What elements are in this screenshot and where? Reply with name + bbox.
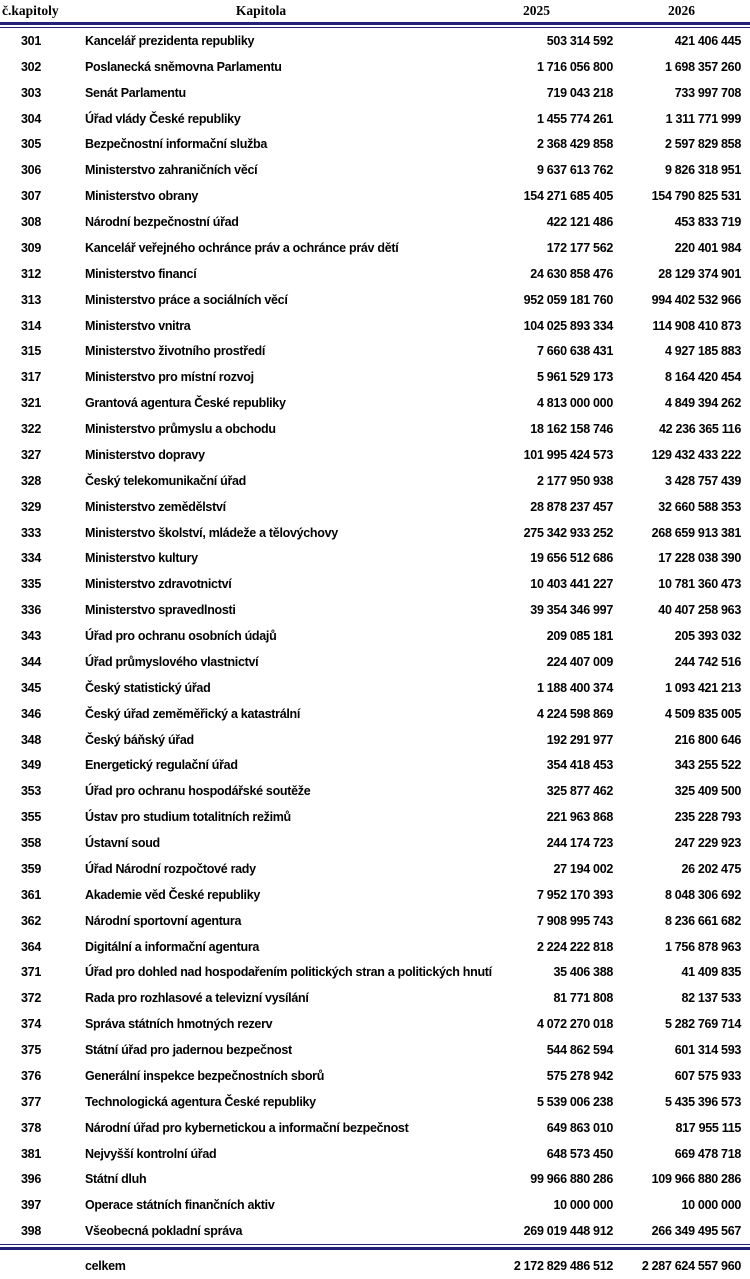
value-2025: 101 995 424 573 <box>523 447 613 462</box>
value-2026: 244 742 516 <box>674 654 741 669</box>
value-2025: 10 000 000 <box>553 1198 613 1213</box>
chapter-name: Ministerstvo pro místní rozvoj <box>85 370 254 385</box>
value-2025: 2 368 429 858 <box>536 137 613 152</box>
chapter-name: Ministerstvo financí <box>85 266 197 281</box>
chapter-name: Český statistický úřad <box>85 680 211 695</box>
chapter-number: 333 <box>21 525 41 540</box>
value-2026: 669 478 718 <box>674 1146 741 1161</box>
chapter-number: 335 <box>21 577 41 592</box>
table-row <box>0 520 750 546</box>
chapter-number: 372 <box>21 991 41 1006</box>
chapter-number: 398 <box>21 1224 41 1239</box>
value-2025: 649 863 010 <box>546 1120 613 1135</box>
chapter-number: 344 <box>21 654 41 669</box>
chapter-name: Ministerstvo zahraničních věcí <box>85 163 258 178</box>
table-row <box>0 416 750 442</box>
table-row <box>0 934 750 960</box>
value-2025: 1 188 400 374 <box>536 680 613 695</box>
chapter-name: Akademie věd České republiky <box>85 887 261 902</box>
table-row <box>0 390 750 416</box>
table-row <box>0 1011 750 1037</box>
chapter-name: Správa státních hmotných rezerv <box>85 1017 273 1032</box>
chapter-number: 309 <box>21 240 41 255</box>
value-2025: 4 224 598 869 <box>536 706 613 721</box>
table-row <box>0 571 750 597</box>
chapter-name: Úřad pro ochranu osobních údajů <box>85 629 277 644</box>
chapter-number: 327 <box>21 447 41 462</box>
value-2026: 205 393 032 <box>674 629 741 644</box>
value-2025: 4 813 000 000 <box>536 396 613 411</box>
table-row <box>0 1063 750 1089</box>
value-2025: 81 771 808 <box>553 991 613 1006</box>
chapter-number: 301 <box>21 33 41 48</box>
chapter-name: Státní dluh <box>85 1172 147 1187</box>
chapter-name: Ministerstvo práce a sociálních věcí <box>85 292 288 307</box>
chapter-name: Ústav pro studium totalitních režimů <box>85 810 291 825</box>
chapter-number: 308 <box>21 215 41 230</box>
chapter-name: Český báňský úřad <box>85 732 194 747</box>
value-2025: 275 342 933 252 <box>523 525 613 540</box>
table-row <box>0 157 750 183</box>
chapter-number: 328 <box>21 473 41 488</box>
table-row <box>0 1037 750 1063</box>
value-2025: 18 162 158 746 <box>530 422 613 437</box>
table-row <box>0 468 750 494</box>
chapter-number: 314 <box>21 318 41 333</box>
chapter-name: Kancelář veřejného ochránce práv a ochránce práv dětí <box>85 240 399 255</box>
chapter-name: Ministerstvo zemědělství <box>85 499 226 514</box>
value-2025: 104 025 893 334 <box>523 318 613 333</box>
table-row <box>0 830 750 856</box>
chapter-number: 374 <box>21 1017 41 1032</box>
chapter-number: 306 <box>21 163 41 178</box>
value-2025: 4 072 270 018 <box>536 1017 613 1032</box>
chapter-number: 349 <box>21 758 41 773</box>
chapter-name: Senát Parlamentu <box>85 85 186 100</box>
chapter-number: 397 <box>21 1198 41 1213</box>
value-2026: 8 164 420 454 <box>664 370 741 385</box>
chapter-name: Nejvyšší kontrolní úřad <box>85 1146 217 1161</box>
chapter-number: 396 <box>21 1172 41 1187</box>
chapter-number: 348 <box>21 732 41 747</box>
table-row <box>0 261 750 287</box>
value-2025: 28 878 237 457 <box>530 499 613 514</box>
value-2026: 247 229 923 <box>674 836 741 851</box>
value-2025: 325 877 462 <box>546 784 613 799</box>
value-2026: 5 282 769 714 <box>664 1017 741 1032</box>
chapter-number: 305 <box>21 137 41 152</box>
table-row <box>0 339 750 365</box>
header-chapter-number: č.kapitoly <box>2 3 59 18</box>
value-2026: 109 966 880 286 <box>651 1172 741 1187</box>
table-row <box>0 80 750 106</box>
chapter-name: Generální inspekce bezpečnostních sborů <box>85 1068 325 1083</box>
chapter-number: 381 <box>21 1146 41 1161</box>
value-2026: 1 756 878 963 <box>664 939 741 954</box>
value-2025: 24 630 858 476 <box>530 266 613 281</box>
chapter-name: Technologická agentura České republiky <box>85 1094 316 1109</box>
total-label: celkem <box>85 1259 126 1274</box>
table-row <box>0 727 750 753</box>
table-row <box>0 985 750 1011</box>
value-2026: 32 660 588 353 <box>658 499 741 514</box>
value-2026: 994 402 532 966 <box>651 292 741 307</box>
table-row <box>0 313 750 339</box>
value-2025: 7 908 995 743 <box>536 913 613 928</box>
value-2026: 3 428 757 439 <box>664 473 741 488</box>
value-2025: 7 952 170 393 <box>536 887 613 902</box>
chapter-number: 378 <box>21 1120 41 1135</box>
chapter-number: 353 <box>21 784 41 799</box>
chapter-name: Úřad vlády České republiky <box>85 111 241 126</box>
table-row <box>0 442 750 468</box>
value-2026: 2 597 829 858 <box>664 137 741 152</box>
header-chapter-name: Kapitola <box>235 3 287 18</box>
table-row <box>0 132 750 158</box>
chapter-name: Ministerstvo životního prostředí <box>85 344 265 359</box>
chapter-number: 313 <box>21 292 41 307</box>
rule-thick-line <box>0 1247 750 1250</box>
header-year-2025: 2025 <box>523 3 550 18</box>
value-2025: 2 224 222 818 <box>536 939 613 954</box>
table-row <box>0 675 750 701</box>
value-2026: 216 800 646 <box>674 732 741 747</box>
table-row <box>0 546 750 572</box>
chapter-number: 321 <box>21 396 41 411</box>
value-2025: 422 121 486 <box>546 215 613 230</box>
value-2026: 41 409 835 <box>681 965 741 980</box>
chapter-number: 312 <box>21 266 41 281</box>
chapter-name: Ministerstvo školství, mládeže a tělovýchovy <box>85 525 338 540</box>
chapter-number: 375 <box>21 1043 41 1058</box>
chapter-number: 334 <box>21 551 41 566</box>
chapter-number: 315 <box>21 344 41 359</box>
chapter-number: 362 <box>21 913 41 928</box>
value-2026: 601 314 593 <box>674 1043 741 1058</box>
value-2025: 1 455 774 261 <box>536 111 613 126</box>
chapter-name: Energetický regulační úřad <box>85 758 238 773</box>
value-2026: 268 659 913 381 <box>651 525 741 540</box>
table-row <box>0 1115 750 1141</box>
value-2025: 648 573 450 <box>546 1146 613 1161</box>
value-2025: 9 637 613 762 <box>536 163 613 178</box>
total-value-2026: 2 287 624 557 960 <box>641 1259 741 1274</box>
value-2025: 99 966 880 286 <box>530 1172 613 1187</box>
chapter-number: 346 <box>21 706 41 721</box>
chapter-number: 361 <box>21 887 41 902</box>
chapter-name: Bezpečnostní informační služba <box>85 137 268 152</box>
table-row <box>0 494 750 520</box>
chapter-name: Ministerstvo kultury <box>85 551 198 566</box>
value-2025: 5 539 006 238 <box>536 1094 613 1109</box>
value-2025: 503 314 592 <box>546 33 613 48</box>
value-2026: 26 202 475 <box>681 861 741 876</box>
chapter-name: Digitální a informační agentura <box>85 939 260 954</box>
value-2025: 27 194 002 <box>553 861 613 876</box>
table-row <box>0 1089 750 1115</box>
table-row <box>0 623 750 649</box>
chapter-number: 336 <box>21 603 41 618</box>
table-row <box>0 28 750 54</box>
table-row <box>0 908 750 934</box>
value-2025: 221 963 868 <box>546 810 613 825</box>
value-2026: 114 908 410 873 <box>652 318 741 333</box>
chapter-number: 317 <box>21 370 41 385</box>
value-2025: 1 716 056 800 <box>536 59 613 74</box>
table-row <box>0 597 750 623</box>
value-2026: 1 311 771 999 <box>665 111 741 126</box>
chapter-name: Poslanecká sněmovna Parlamentu <box>85 59 282 74</box>
value-2025: 35 406 388 <box>553 965 613 980</box>
chapter-number: 307 <box>21 189 41 204</box>
value-2026: 154 790 825 531 <box>651 189 741 204</box>
value-2025: 5 961 529 173 <box>536 370 613 385</box>
table-row <box>0 364 750 390</box>
value-2026: 10 781 360 473 <box>658 577 741 592</box>
chapter-name: Operace státních finančních aktiv <box>85 1198 275 1213</box>
table-row <box>0 54 750 80</box>
table-row <box>0 649 750 675</box>
table-row <box>0 1141 750 1167</box>
total-double-rule <box>0 1244 750 1250</box>
value-2026: 733 997 708 <box>674 85 741 100</box>
table-row <box>0 287 750 313</box>
value-2025: 952 059 181 760 <box>523 292 613 307</box>
chapter-name: Český úřad zeměměřický a katastrální <box>85 706 301 721</box>
table-row <box>0 209 750 235</box>
value-2026: 17 228 038 390 <box>658 551 741 566</box>
total-value-2025: 2 172 829 486 512 <box>513 1259 613 1274</box>
chapter-name: Národní sportovní agentura <box>85 913 242 928</box>
value-2026: 220 401 984 <box>674 240 741 255</box>
chapter-number: 304 <box>21 111 41 126</box>
value-2026: 5 435 396 573 <box>664 1094 741 1109</box>
value-2026: 325 409 500 <box>674 784 741 799</box>
value-2025: 269 019 448 912 <box>523 1224 613 1239</box>
value-2026: 1 093 421 213 <box>664 680 741 695</box>
value-2026: 4 509 835 005 <box>664 706 741 721</box>
chapter-name: Úřad Národní rozpočtové rady <box>85 861 256 876</box>
value-2026: 4 849 394 262 <box>664 396 741 411</box>
value-2026: 10 000 000 <box>681 1198 741 1213</box>
value-2025: 154 271 685 405 <box>523 189 613 204</box>
table-row <box>0 106 750 132</box>
value-2026: 266 349 495 567 <box>651 1224 741 1239</box>
chapter-name: Rada pro rozhlasové a televizní vysílání <box>85 991 309 1006</box>
value-2026: 9 826 318 951 <box>664 163 741 178</box>
chapter-number: 376 <box>21 1068 41 1083</box>
value-2026: 28 129 374 901 <box>658 266 741 281</box>
value-2026: 129 432 433 222 <box>651 447 741 462</box>
chapter-name: Všeobecná pokladní správa <box>85 1224 243 1239</box>
chapter-name: Grantová agentura České republiky <box>85 396 286 411</box>
chapter-name: Kancelář prezidenta republiky <box>85 33 255 48</box>
header-year-2026: 2026 <box>668 3 695 18</box>
chapter-name: Ministerstvo zdravotnictví <box>85 577 232 592</box>
table-row <box>0 1167 750 1193</box>
table-row <box>0 856 750 882</box>
chapter-number: 322 <box>21 422 41 437</box>
chapter-number: 302 <box>21 59 41 74</box>
table-row <box>0 882 750 908</box>
total-row <box>0 1253 750 1279</box>
value-2025: 544 862 594 <box>546 1043 613 1058</box>
table-row <box>0 753 750 779</box>
value-2026: 235 228 793 <box>674 810 741 825</box>
table-row <box>0 778 750 804</box>
value-2026: 4 927 185 883 <box>664 344 741 359</box>
chapter-name: Národní bezpečnostní úřad <box>85 215 239 230</box>
table-row <box>0 960 750 986</box>
chapter-name: Národní úřad pro kybernetickou a informační bezpečnost <box>85 1120 409 1135</box>
value-2026: 817 955 115 <box>675 1120 741 1135</box>
chapter-number: 329 <box>21 499 41 514</box>
value-2025: 354 418 453 <box>546 758 613 773</box>
value-2026: 421 406 445 <box>674 33 741 48</box>
table-row <box>0 183 750 209</box>
chapter-number: 355 <box>21 810 41 825</box>
value-2025: 2 177 950 938 <box>536 473 613 488</box>
value-2025: 39 354 346 997 <box>530 603 613 618</box>
chapter-number: 345 <box>21 680 41 695</box>
chapter-name: Ministerstvo obrany <box>85 189 199 204</box>
value-2026: 82 137 533 <box>681 991 741 1006</box>
chapter-name: Ministerstvo vnitra <box>85 318 191 333</box>
value-2025: 209 085 181 <box>546 629 613 644</box>
value-2025: 575 278 942 <box>546 1068 613 1083</box>
value-2026: 8 048 306 692 <box>664 887 741 902</box>
chapter-name: Ministerstvo dopravy <box>85 447 205 462</box>
value-2026: 607 575 933 <box>674 1068 741 1083</box>
value-2025: 244 174 723 <box>546 836 613 851</box>
table-row <box>0 804 750 830</box>
chapter-name: Ústavní soud <box>85 836 160 851</box>
chapter-name: Ministerstvo spravedlnosti <box>85 603 236 618</box>
value-2025: 719 043 218 <box>546 85 613 100</box>
chapter-name: Český telekomunikační úřad <box>85 473 247 488</box>
value-2026: 453 833 719 <box>674 215 741 230</box>
table-row <box>0 235 750 261</box>
value-2025: 224 407 009 <box>546 654 613 669</box>
chapter-name: Úřad průmyslového vlastnictví <box>85 654 259 669</box>
value-2026: 8 236 661 682 <box>664 913 741 928</box>
table-row <box>0 1192 750 1218</box>
value-2025: 19 656 512 686 <box>530 551 613 566</box>
chapter-number: 364 <box>21 939 41 954</box>
value-2025: 10 403 441 227 <box>530 577 613 592</box>
value-2026: 343 255 522 <box>674 758 741 773</box>
value-2025: 172 177 562 <box>546 240 613 255</box>
table-header-row <box>0 0 750 22</box>
chapter-name: Úřad pro ochranu hospodářské soutěže <box>85 784 311 799</box>
chapter-number: 303 <box>21 85 41 100</box>
table-row <box>0 701 750 727</box>
table-row <box>0 1218 750 1244</box>
chapter-number: 377 <box>21 1094 41 1109</box>
chapter-name: Státní úřad pro jadernou bezpečnost <box>85 1043 292 1058</box>
chapter-number: 343 <box>21 629 41 644</box>
value-2026: 1 698 357 260 <box>664 59 741 74</box>
chapter-number: 358 <box>21 836 41 851</box>
value-2025: 7 660 638 431 <box>536 344 613 359</box>
value-2026: 40 407 258 963 <box>658 603 741 618</box>
value-2025: 192 291 977 <box>546 732 613 747</box>
chapter-number: 371 <box>21 965 41 980</box>
chapter-number: 359 <box>21 861 41 876</box>
table-body <box>0 28 750 1244</box>
chapter-name: Ministerstvo průmyslu a obchodu <box>85 422 276 437</box>
chapter-name: Úřad pro dohled nad hospodařením politických stran a politických hnutí <box>85 965 492 980</box>
value-2026: 42 236 365 116 <box>658 422 741 437</box>
